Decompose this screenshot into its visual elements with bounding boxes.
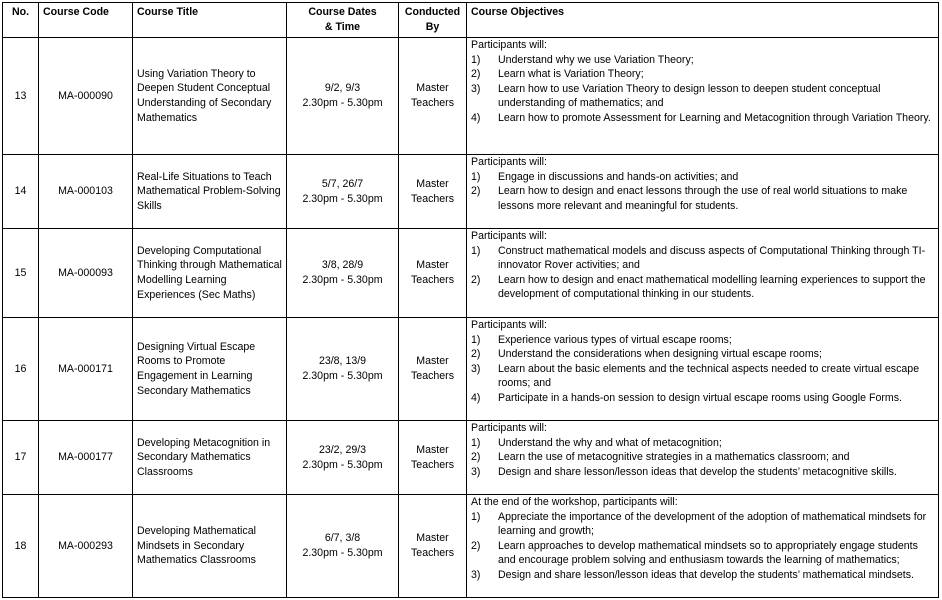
objective-number: 1) <box>471 170 481 183</box>
cell-conducted-by <box>399 495 467 598</box>
cell-course-title: Designing Virtual Escape Rooms to Promote Engagement in Learning Secondary Mathematics <box>133 318 287 421</box>
objective-item <box>471 111 934 126</box>
objective-number: 4) <box>471 111 481 124</box>
objective-text: Construct mathematical models and discuss aspects of Computational Thinking through TI-innovator Rover activities; and <box>498 244 926 272</box>
cell-course-code: MA-000177 <box>39 421 133 495</box>
cell-course-code: MA-000171 <box>39 318 133 421</box>
objective-item <box>471 465 934 480</box>
objective-item <box>471 244 934 273</box>
objective-number: 3) <box>471 362 481 375</box>
objective-text: Participate in a hands-on session to design virtual escape rooms using Google Forms. <box>498 391 902 404</box>
cell-course-title: Developing Metacognition in Secondary Mathematics Classrooms <box>133 421 287 495</box>
course-time: 2.30pm - 5.30pm <box>302 274 383 286</box>
objective-item <box>471 450 934 465</box>
table-row <box>3 155 939 229</box>
objective-text: Understand the considerations when designing virtual escape rooms; <box>498 348 822 361</box>
objective-text: Engage in discussions and hands-on activities; and <box>498 170 739 183</box>
header-conducted-line2: By <box>425 20 440 33</box>
objectives-intro: At the end of the workshop, participants will: <box>471 496 678 508</box>
conducted-line2: Teachers <box>411 192 454 205</box>
objective-number: 2) <box>471 539 481 552</box>
objective-text: Experience various types of virtual escape rooms; <box>498 333 732 346</box>
objective-text: Learn how to use Variation Theory to design lesson to deepen student conceptual understanding of mathematics; and <box>498 82 881 110</box>
objective-item <box>471 67 934 82</box>
cell-course-dates <box>287 155 399 229</box>
objective-number: 2) <box>471 185 481 198</box>
cell-course-objectives <box>467 229 939 318</box>
header-course-objectives: Course Objectives <box>467 3 939 38</box>
objective-number: 2) <box>471 68 481 81</box>
objective-item <box>471 362 934 391</box>
objective-item <box>471 510 934 539</box>
cell-course-code: MA-000293 <box>39 495 133 598</box>
objective-number: 2) <box>471 348 481 361</box>
course-time: 2.30pm - 5.30pm <box>302 458 383 471</box>
objective-number: 4) <box>471 391 481 404</box>
cell-course-code: MA-000103 <box>39 155 133 229</box>
objective-number: 1) <box>471 53 481 66</box>
objective-text: Learn the use of metacognitive strategies in a mathematics classroom; and <box>498 451 850 464</box>
objective-item <box>471 82 934 111</box>
cell-course-dates <box>287 495 399 598</box>
course-dates: 6/7, 3/8 <box>324 532 361 545</box>
course-time: 2.30pm - 5.30pm <box>302 97 383 109</box>
cell-course-objectives <box>467 318 939 421</box>
header-conducted-by <box>399 3 467 38</box>
conducted-line1: Master <box>416 259 449 272</box>
objective-item <box>471 539 934 568</box>
conducted-line1: Master <box>416 177 449 190</box>
cell-course-objectives <box>467 38 939 155</box>
cell-no: 13 <box>3 38 39 155</box>
course-dates: 5/7, 26/7 <box>321 177 364 190</box>
cell-conducted-by <box>399 318 467 421</box>
cell-conducted-by <box>399 155 467 229</box>
course-time: 2.30pm - 5.30pm <box>302 370 383 382</box>
course-dates: 23/2, 29/3 <box>318 443 367 456</box>
objective-item <box>471 347 934 362</box>
objective-item <box>471 170 934 185</box>
cell-course-objectives <box>467 155 939 229</box>
course-time: 2.30pm - 5.30pm <box>302 192 383 205</box>
objective-item <box>471 391 934 406</box>
objective-number: 1) <box>471 436 481 449</box>
objective-number: 3) <box>471 568 481 581</box>
header-conducted-line1: Conducted <box>404 6 461 18</box>
cell-course-title: Developing Computational Thinking through Mathematical Modelling Learning Experiences (Sec Maths) <box>133 229 287 318</box>
cell-conducted-by <box>399 229 467 318</box>
courses-table <box>2 2 939 598</box>
objective-number: 2) <box>471 273 481 286</box>
cell-course-title: Real-Life Situations to Teach Mathematical Problem-Solving Skills <box>133 155 287 229</box>
conducted-line1: Master <box>416 355 449 368</box>
course-dates: 9/2, 9/3 <box>324 82 361 95</box>
header-course-code: Course Code <box>39 3 133 38</box>
cell-conducted-by <box>399 38 467 155</box>
objective-text: Learn how to design and enact lessons through the use of real world situations to make lessons more relevant and meaningful for students. <box>498 185 908 212</box>
cell-no: 18 <box>3 495 39 598</box>
course-time: 2.30pm - 5.30pm <box>302 547 383 559</box>
objective-text: Design and share lesson/lesson ideas that develop the students’ metacognitive skills. <box>498 465 897 478</box>
table-row <box>3 318 939 421</box>
objective-number: 1) <box>471 333 481 346</box>
objective-number: 3) <box>471 82 481 95</box>
objectives-intro: Participants will: <box>471 156 547 168</box>
header-course-title: Course Title <box>133 3 287 38</box>
conducted-line2: Teachers <box>411 547 454 559</box>
objective-text: Appreciate the importance of the development of the adoption of mathematical mindsets for learning and growth; <box>498 510 927 538</box>
objective-text: Design and share lesson/lesson ideas that develop the students’ mathematical mindsets. <box>498 568 914 581</box>
objective-number: 3) <box>471 465 481 478</box>
objective-text: Learn approaches to develop mathematical mindsets so to appropriately engage students and encourage problem solving and enthusiasm towards the learning of mathematics; <box>498 539 918 567</box>
cell-course-dates <box>287 421 399 495</box>
objective-text: Learn what is Variation Theory; <box>498 68 644 81</box>
conducted-line2: Teachers <box>411 458 454 471</box>
objectives-intro: Participants will: <box>471 39 547 51</box>
objective-text: Learn about the basic elements and the technical aspects needed to create virtual escape rooms; and <box>498 362 920 390</box>
cell-course-objectives <box>467 495 939 598</box>
table-row <box>3 495 939 598</box>
objectives-intro: Participants will: <box>471 319 547 331</box>
objectives-intro: Participants will: <box>471 422 547 434</box>
table-row <box>3 38 939 155</box>
header-dates-line1: Course Dates <box>308 6 377 18</box>
objective-item <box>471 333 934 348</box>
header-no: No. <box>3 3 39 38</box>
objective-number: 1) <box>471 244 481 257</box>
objective-number: 1) <box>471 510 481 523</box>
conducted-line2: Teachers <box>411 274 454 286</box>
table-row <box>3 229 939 318</box>
table-row <box>3 421 939 495</box>
conducted-line1: Master <box>416 532 449 545</box>
course-dates: 23/8, 13/9 <box>318 355 367 368</box>
cell-course-dates <box>287 38 399 155</box>
objective-item <box>471 436 934 451</box>
cell-course-code: MA-000093 <box>39 229 133 318</box>
cell-course-code: MA-000090 <box>39 38 133 155</box>
objective-text: Understand the why and what of metacognition; <box>498 436 722 449</box>
course-dates: 3/8, 28/9 <box>321 259 364 272</box>
objective-text: Learn how to promote Assessment for Learning and Metacognition through Variation Theory. <box>498 111 931 124</box>
conducted-line1: Master <box>416 82 449 95</box>
cell-course-title: Developing Mathematical Mindsets in Secondary Mathematics Classrooms <box>133 495 287 598</box>
cell-no: 17 <box>3 421 39 495</box>
cell-conducted-by <box>399 421 467 495</box>
objective-item <box>471 184 934 213</box>
objective-item <box>471 273 934 302</box>
cell-course-dates <box>287 229 399 318</box>
header-dates-line2: & Time <box>324 20 361 33</box>
objective-number: 2) <box>471 451 481 464</box>
cell-course-dates <box>287 318 399 421</box>
conducted-line1: Master <box>416 443 449 456</box>
table-header-row <box>3 3 939 38</box>
objective-text: Understand why we use Variation Theory; <box>498 53 694 66</box>
cell-no: 15 <box>3 229 39 318</box>
objectives-intro: Participants will: <box>471 230 547 242</box>
cell-no: 14 <box>3 155 39 229</box>
objective-text: Learn how to design and enact mathematical modelling learning experiences to support the development of computational thinking in our students. <box>498 273 926 301</box>
objective-item <box>471 568 934 583</box>
conducted-line2: Teachers <box>411 370 454 382</box>
objective-item <box>471 53 934 68</box>
cell-course-objectives <box>467 421 939 495</box>
cell-course-title: Using Variation Theory to Deepen Student Conceptual Understanding of Secondary Mathematics <box>133 38 287 155</box>
conducted-line2: Teachers <box>411 97 454 109</box>
header-course-dates <box>287 3 399 38</box>
cell-no: 16 <box>3 318 39 421</box>
